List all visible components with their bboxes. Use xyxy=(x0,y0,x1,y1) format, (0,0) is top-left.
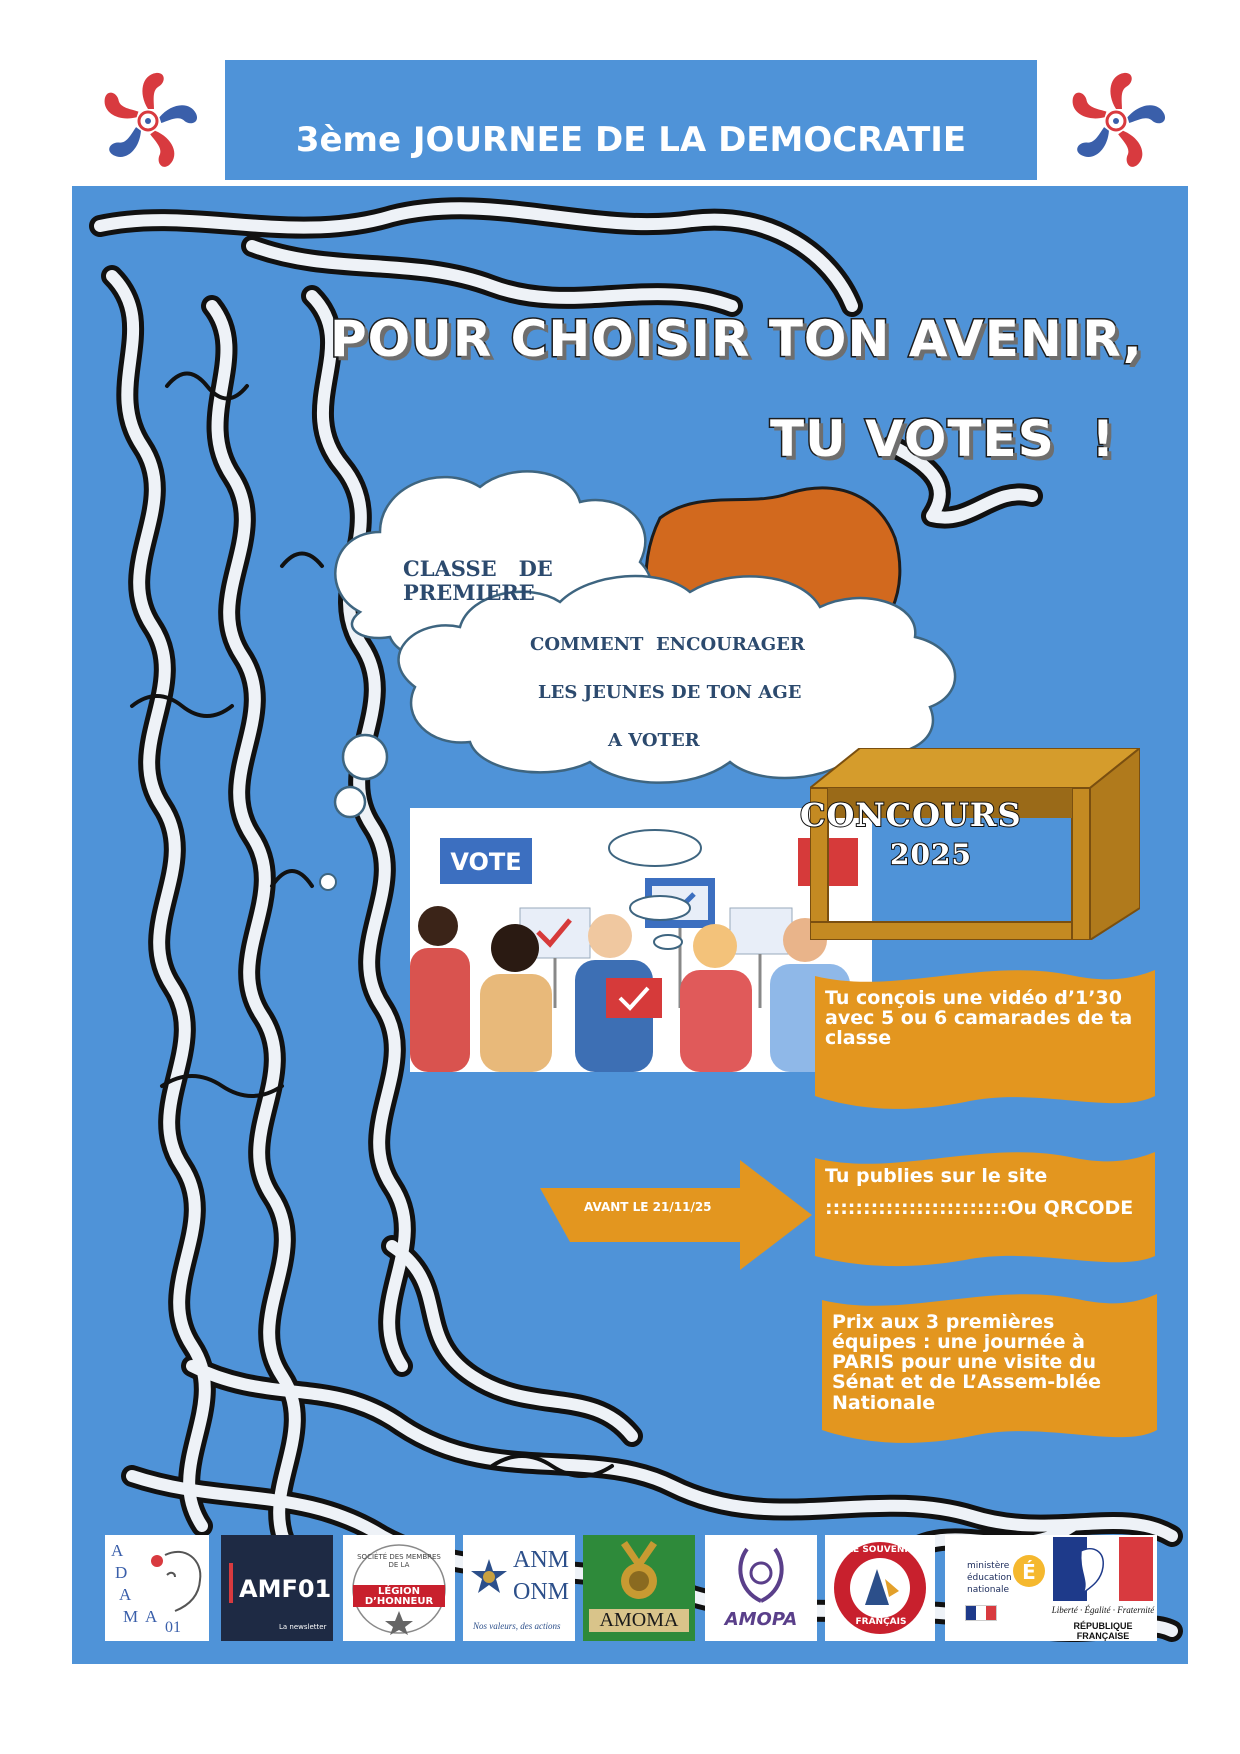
laurel-wreath-icon xyxy=(731,1543,791,1605)
contest-title: CONCOURS xyxy=(800,796,1022,834)
republique-francaise-logo xyxy=(1049,1535,1157,1641)
header-logo-right xyxy=(1042,62,1190,180)
legion-top-text: SOCIÉTÉ DES MEMBRES DE LA xyxy=(357,1553,441,1569)
publish-line-1: Tu publies sur le site xyxy=(825,1165,1048,1187)
adama-number: 01 xyxy=(165,1619,181,1636)
souvenir-top-text: LE SOUVENIR xyxy=(847,1545,915,1555)
tricolor-flag-icon xyxy=(965,1605,997,1621)
onm-text: ONM xyxy=(513,1579,570,1605)
education-nationale-logo xyxy=(945,1535,1049,1641)
adama-letter: M xyxy=(123,1607,139,1626)
vote-sign-text: VOTE xyxy=(450,848,522,876)
souvenir-bottom-text: FRANÇAIS xyxy=(855,1617,907,1627)
contest-year: 2025 xyxy=(890,838,972,871)
header-logo-left xyxy=(78,62,218,180)
amopa-logo xyxy=(705,1535,817,1641)
amf01-subtitle: La newsletter xyxy=(279,1623,327,1631)
legion-main-text: LÉGION D’HONNEUR xyxy=(364,1586,434,1607)
voters-illustration xyxy=(410,808,872,1072)
amf-flag-stripe-icon xyxy=(229,1563,233,1603)
hands-circle-logo-icon xyxy=(78,62,218,180)
amf01-text: AMF01 xyxy=(239,1575,332,1603)
star-medal-icon xyxy=(469,1557,509,1597)
adama-letter: A xyxy=(119,1585,132,1604)
headline-line-1: POUR CHOISIR TON AVENIR, xyxy=(330,310,1143,368)
legion-honneur-logo xyxy=(343,1535,455,1641)
contest-frame xyxy=(810,748,1140,940)
amopa-text: AMOPA xyxy=(724,1609,798,1630)
page-title: 3ème JOURNEE DE LA DEMOCRATIE xyxy=(295,120,967,160)
education-line-1: ministère xyxy=(967,1561,1010,1571)
cloud-large-line-3: A VOTER xyxy=(608,730,700,751)
video-instruction: Tu conçois une vidéo d’1’30 avec 5 ou 6 camarades de ta classe xyxy=(825,987,1133,1050)
e-circle-icon xyxy=(1011,1553,1047,1589)
amoma-logo xyxy=(583,1535,695,1641)
marianne-flag-icon xyxy=(1053,1537,1153,1601)
adama-letter: A xyxy=(111,1541,124,1560)
education-line-2: éducation xyxy=(967,1573,1012,1583)
partner-logos xyxy=(105,1535,1157,1643)
prize-description: Prix aux 3 premières équipes : une journée à PARIS pour une visite du Sénat et de L’Assem-blée Nationale xyxy=(832,1311,1102,1414)
republique-motto: Liberté · Égalité · Fraternité xyxy=(1051,1605,1155,1615)
marianne-profile-icon xyxy=(145,1545,205,1615)
headline-line-2: TU VOTES ! xyxy=(770,410,1116,468)
adama-letter: D xyxy=(115,1563,128,1582)
thought-bubble-dot xyxy=(318,872,338,892)
anm-text: ANM xyxy=(513,1547,570,1573)
deadline-arrow-icon xyxy=(540,1160,812,1270)
adama-logo xyxy=(105,1535,209,1641)
cloud-small-line-1: CLASSE DE xyxy=(403,556,553,581)
hands-circle-logo-icon xyxy=(1042,62,1190,180)
education-line-3: nationale xyxy=(967,1585,1010,1595)
anm-onm-logo xyxy=(463,1535,575,1641)
cloud-small-line-2: PREMIERE xyxy=(403,580,535,605)
amf01-logo xyxy=(221,1535,333,1641)
republique-name: RÉPUBLIQUE FRANÇAISE xyxy=(1073,1621,1133,1641)
amoma-text: AMOMA xyxy=(589,1609,689,1632)
publish-line-2: ::::::::::::::::::::::::Ou QRCODE xyxy=(825,1197,1134,1219)
deadline-text: AVANT LE 21/11/25 xyxy=(584,1200,712,1214)
souvenir-francais-logo xyxy=(825,1535,935,1641)
medal-icon xyxy=(613,1541,665,1603)
svg-text:É: É xyxy=(1022,1560,1036,1584)
anm-motto: Nos valeurs, des actions xyxy=(473,1621,561,1631)
adama-letter: A xyxy=(145,1607,158,1626)
cloud-large-line-1: COMMENT ENCOURAGER xyxy=(530,634,805,655)
cloud-large-line-2: LES JEUNES DE TON AGE xyxy=(538,682,802,703)
